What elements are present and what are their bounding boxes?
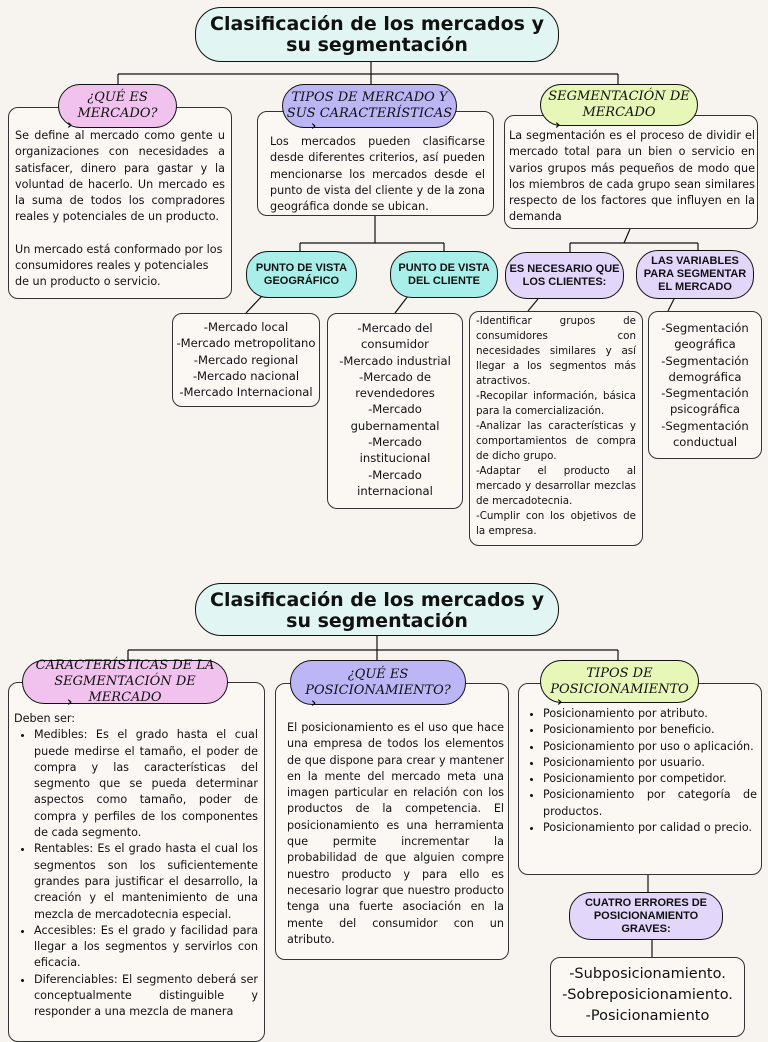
cliente-item: -Mercado del consumidor: [357, 321, 433, 352]
page-title-bottom: Clasificación de los mercados y su segmentación: [195, 583, 559, 636]
tipos-posicionamiento-item: • Posicionamiento por categoría de productos.: [543, 787, 757, 820]
variables-item: -Segmentación geográfica: [661, 321, 749, 352]
necesario-label: ES NECESARIO QUE LOS CLIENTES:: [505, 252, 624, 299]
posicionamiento-label: ¿QUÉ ES POSICIONAMIENTO?: [290, 660, 466, 705]
necesario-item: -Recopilar información, básica para la comercialización.: [476, 390, 636, 417]
caracteristicas-item: • Rentables: Es el grado hasta el cual los segmentos son los suficientemente grandes para justificar el desarrollo, la creación y el mantenimiento de una mezcla de mercadotecnia especial.: [34, 841, 258, 922]
caracteristicas-label: CARACTERÍSTICAS DE LA SEGMENTACIÓN DE MERCADO: [22, 660, 228, 704]
chevron-right-icon: ›: [311, 696, 317, 711]
variables-list: [648, 311, 762, 459]
tipos-posicionamiento-label: TIPOS DE POSICIONAMIENTO: [540, 660, 699, 703]
geografico-item: -Mercado Internacional: [179, 385, 313, 400]
caracteristicas-intro: Deben ser:: [14, 712, 76, 725]
errores-list: [550, 957, 745, 1037]
geografico-item: -Mercado regional: [193, 352, 299, 367]
chevron-right-icon: ›: [67, 695, 73, 710]
chevron-right-icon: ›: [67, 118, 73, 133]
segmentacion-label: SEGMENTACIÓN DE MERCADO: [540, 84, 698, 126]
que-es-mercado-label: ¿QUÉ ES MERCADO?: [58, 84, 177, 128]
necesario-item: -Adaptar el producto al mercado y desarrollar mezclas de mercadotecnia.: [476, 465, 636, 507]
necesario-item: -Analizar las características y comportamientos de compra de dicho grupo.: [476, 420, 636, 462]
que-es-mercado-text-2: Un mercado está conformado por los consumidores reales y potenciales de un producto o servicio.: [15, 242, 223, 289]
tipos-posicionamiento-item: • Posicionamiento por competidor.: [543, 771, 757, 787]
necesario-list: [469, 311, 643, 546]
cliente-list: [327, 313, 463, 509]
variables-item: -Segmentación demográfica: [661, 353, 749, 384]
posicionamiento-box: El posicionamiento es el uso que hace una empresa de todos los elementos de que dispone para crear y mantener en la mente del mercado meta una imagen particular en relación con los productos de la competencia. El posicionamiento es una herramienta que permite incrementar la probabilidad de que alguien compre nuestro producto y para ello es necesario lograr que nuestro producto tenga una fuerte asociación en la mente del consumidor con un atributo.: [275, 683, 509, 960]
geografico-list: [172, 313, 320, 407]
geografico-item: -Mercado nacional: [192, 368, 300, 383]
caracteristicas-item: • Medibles: Es el grado hasta el cual puede medirse el tamaño, el poder de compra y las características del segmento que se pueda determinar aspectos como tamaño, poder de compra y perfiles de los componentes de cada segmento.: [34, 727, 258, 841]
que-es-mercado-box: [8, 107, 232, 299]
chevron-right-icon: ›: [555, 118, 561, 133]
tipos-posicionamiento-box: [518, 683, 762, 875]
tipos-mercado-box: Los mercados pueden clasificarse desde diferentes criterios, así pueden mencionarse los mercados desde el punto de vista del cliente y de la zona geográfica donde se ubican.: [257, 111, 494, 216]
tipos-posicionamiento-item: • Posicionamiento por atributo.: [543, 706, 757, 722]
cliente-label: PUNTO DE VISTA DEL CLIENTE: [390, 251, 498, 298]
errores-item: -Posicionamiento: [585, 1008, 710, 1024]
cliente-item: -Mercado industrial: [339, 353, 451, 368]
tipos-posicionamiento-list: [523, 706, 757, 836]
tipos-mercado-label: TIPOS DE MERCADO Y SUS CARACTERÍSTICAS: [282, 84, 457, 128]
errores-label: CUATRO ERRORES DE POSICIONAMIENTO GRAVES:: [569, 892, 723, 940]
cliente-item: -Mercado gubernamental: [350, 402, 440, 433]
cliente-item: -Mercado institucional: [359, 435, 431, 466]
caracteristicas-list: [14, 727, 258, 1020]
errores-item: -Subposicionamiento.: [569, 966, 726, 982]
tipos-posicionamiento-item: • Posicionamiento por calidad o precio.: [543, 820, 757, 836]
page-title-top: Clasificación de los mercados y su segmentación: [195, 7, 559, 62]
caracteristicas-item: • Diferenciables: El segmento deberá ser conceptualmente distinguible y responder a una mezcla de manera: [34, 972, 258, 1021]
tipos-posicionamiento-item: • Posicionamiento por uso o aplicación.: [543, 739, 757, 755]
tipos-posicionamiento-item: • Posicionamiento por beneficio.: [543, 722, 757, 738]
cliente-item: -Mercado de revendedores: [355, 369, 435, 401]
geografico-label: PUNTO DE VISTA GEOGRÁFICO: [246, 251, 357, 298]
necesario-item: -Identificar grupos de consumidores con necesidades similares y así llegar a los segmentos más atractivos.: [476, 315, 636, 387]
cliente-item: -Mercado internacional: [357, 467, 433, 498]
geografico-item: -Mercado metropolitano: [176, 336, 316, 351]
errores-item: -Sobreposicionamiento.: [562, 987, 733, 1003]
caracteristicas-box: [8, 682, 265, 1042]
segmentacion-box: La segmentación es el proceso de dividir el mercado total para un bien o servicio en varios grupos más pequeños de modo que los miembros de cada grupo sean similares respecto de los factores que influyen en la demanda: [504, 115, 758, 229]
tipos-posicionamiento-item: • Posicionamiento por usuario.: [543, 755, 757, 771]
chevron-right-icon: ›: [557, 695, 563, 710]
chevron-right-icon: ›: [311, 119, 317, 134]
geografico-item: -Mercado local: [203, 320, 289, 334]
variables-item: -Segmentación psicográfica: [661, 386, 749, 417]
que-es-mercado-text-1: Se define al mercado como gente u organizaciones con necesidades a satisfacer, dinero para gastar y la voluntad de hacerlo. Un mercado es la suma de todos los compradores reales y potenciales de un producto.: [15, 129, 225, 224]
necesario-item: -Cumplir con los objetivos de la empresa.: [476, 510, 636, 537]
variables-label: LAS VARIABLES PARA SEGMENTAR EL MERCADO: [636, 250, 754, 299]
variables-item: -Segmentación conductual: [661, 418, 749, 450]
caracteristicas-item: • Accesibles: Es el grado y facilidad para llegar a los segmentos y servirlos con eficacia.: [34, 923, 258, 972]
